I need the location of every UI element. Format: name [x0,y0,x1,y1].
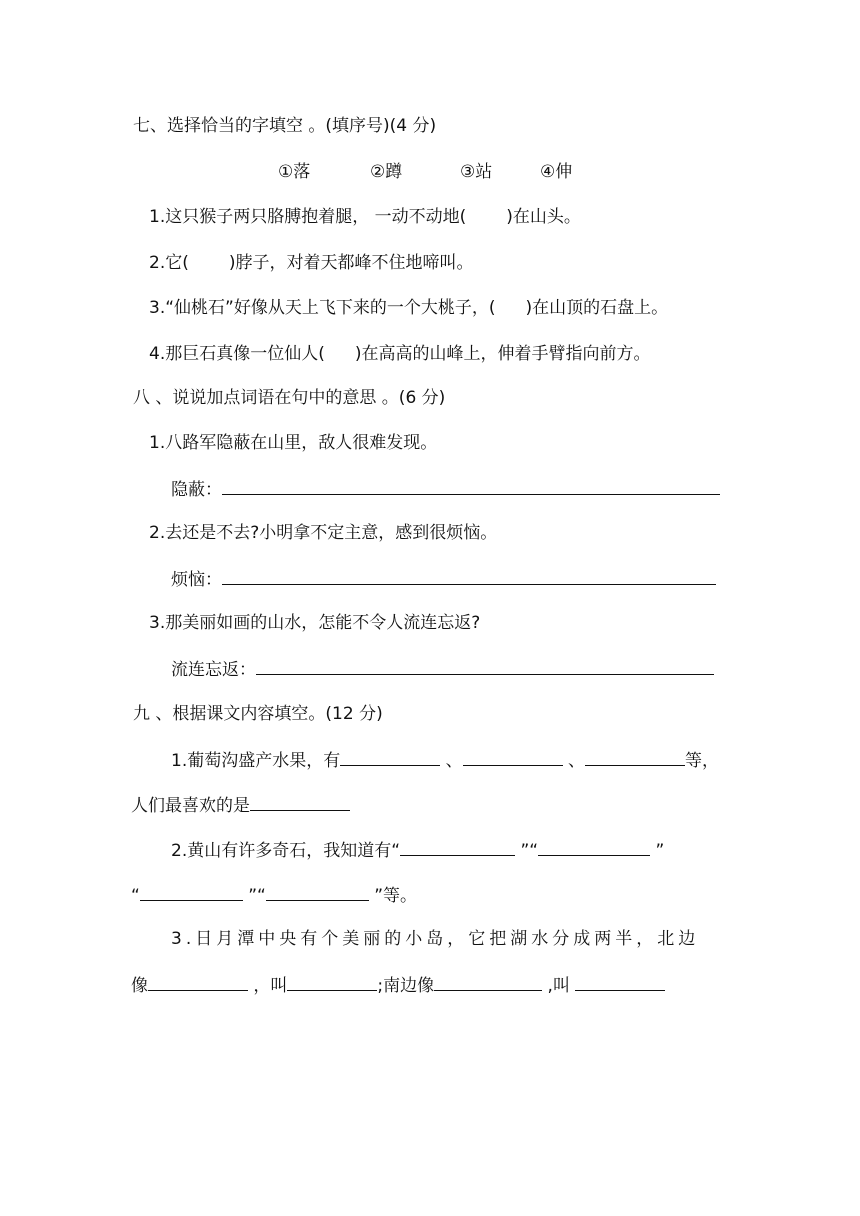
s9-q3-blank-4[interactable] [575,972,665,991]
s8-question-2: 2.去还是不去?小明拿不定主意，感到很烦恼。 [149,523,498,543]
option-1: ①落 [278,162,311,182]
s8-answer-2-line[interactable] [222,566,716,585]
s9-q3-blank-3[interactable] [434,972,542,991]
s9-q3-text-e: ,叫 [547,976,570,996]
s9-q3-blank-2[interactable] [287,972,377,991]
s9-q2-text-e: ”“ [248,886,266,906]
s9-q1-blank-3[interactable] [585,747,685,766]
s9-question-2-line-1 [171,837,664,863]
s7-question-1 [149,205,581,229]
s9-q2-blank-1[interactable] [400,837,515,856]
s8-answer-2-label: 烦恼： [171,570,222,590]
s9-q1-blank-2[interactable] [463,747,563,766]
s9-q1-blank-1[interactable] [340,747,440,766]
s8-answer-3-line[interactable] [256,656,714,675]
s7-question-3 [149,296,668,320]
s9-q2-text-a: 2.黄山有许多奇石，我知道有“ [171,841,401,861]
s9-q3-text-d: ;南边像 [377,976,435,996]
s7-question-2 [149,251,474,275]
s8-question-3: 3.那美丽如画的山水，怎能不令人流连忘返? [149,613,481,633]
s9-q3-blank-1[interactable] [148,972,248,991]
s9-q3-text-c: ，叫 [253,976,288,996]
s9-q2-text-c: ” [655,841,665,861]
s9-q2-text-b: ”“ [520,841,539,861]
s8-answer-3 [171,656,714,682]
s9-question-3-line-2 [131,972,665,998]
s9-q1-blank-4[interactable] [250,792,350,811]
s7-q1-before: 1.这只猴子两只胳膊抱着腿， 一动不动地( [149,207,467,227]
s7-q4-before: 4.那巨石真像一位仙人( [149,344,325,364]
s9-question-1-line-1 [171,747,719,773]
section-7-heading: 七、选择恰当的字填空 。(填序号)(4 分) [133,116,437,136]
s8-answer-3-label: 流连忘返： [171,660,256,680]
s9-q1-text-e: 人们最喜欢的是 [131,796,250,816]
s9-q2-text-d: “ [131,886,140,906]
s9-q1-text-a: 1.葡萄沟盛产水果，有 [171,751,341,771]
s9-q2-blank-2[interactable] [538,837,650,856]
s8-answer-1-line[interactable] [222,476,720,495]
section-9-heading: 九 、根据课文内容填空。(12 分) [133,704,383,724]
option-2: ②蹲 [370,162,403,182]
option-3: ③站 [460,162,493,182]
s7-q4-after: )在高高的山峰上，伸着手臂指向前方。 [354,344,651,364]
s9-q1-text-c: 、 [568,751,586,771]
section-8-heading: 八 、说说加点词语在句中的意思 。(6 分) [133,388,446,408]
s7-q2-before: 2.它( [149,253,189,273]
option-4: ④伸 [540,162,573,182]
s7-q3-after: )在山顶的石盘上。 [525,298,669,318]
s9-q2-text-f: ”等。 [374,886,418,906]
s9-question-3-line-1: 3.日月潭中央有个美丽的小岛，它把湖水分成两半，北边 [171,929,700,949]
s9-q3-text-b: 像 [131,976,148,996]
s8-answer-1-label: 隐蔽： [171,480,222,500]
s7-q2-after: )脖子，对着天都峰不住地啼叫。 [228,253,474,273]
s8-answer-2 [171,566,716,592]
s9-q2-blank-3[interactable] [140,882,243,901]
s8-question-1: 1.八路军隐蔽在山里，敌人很难发现。 [149,433,438,453]
s9-q2-blank-4[interactable] [266,882,369,901]
s9-q1-text-b: 、 [445,751,463,771]
s8-answer-1 [171,476,720,502]
s7-q1-after: )在山头。 [506,207,581,227]
s7-question-4 [149,342,651,366]
s9-question-1-line-2 [131,792,350,818]
s9-q1-text-d: 等， [685,751,720,771]
s7-q3-before: 3.“仙桃石”好像从天上飞下来的一个大桃子，( [149,298,496,318]
s9-question-2-line-2 [131,882,417,908]
